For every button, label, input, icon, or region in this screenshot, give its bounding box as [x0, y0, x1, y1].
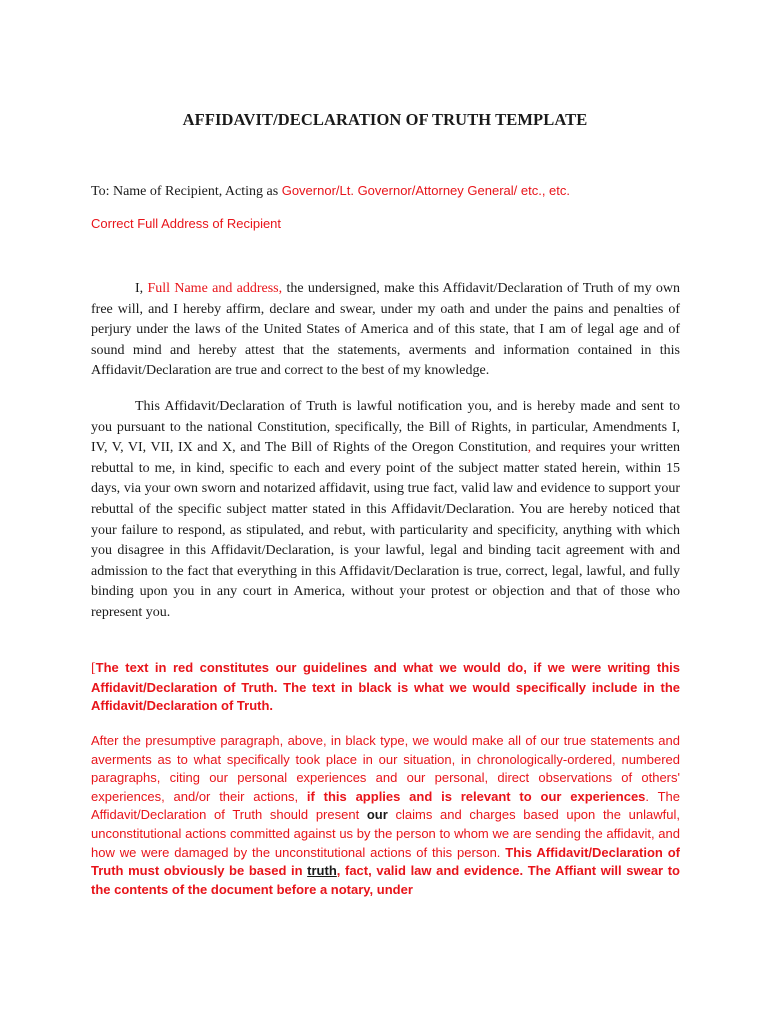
paragraph-affirmation	[91, 279, 680, 382]
recipient-prefix: To: Name of Recipient, Acting as	[91, 184, 282, 199]
g2-s5: , fact, valid law and evidence. The Affiant will swear to the contents of the document before a notary, under	[91, 863, 680, 897]
g2-s1-bold: if this applies and is relevant to our experiences	[306, 788, 646, 804]
recipient-address: Correct Full Address of Recipient	[91, 216, 282, 231]
guideline-text: The text in red constitutes our guidelines and what we would do, if we were writing this Affidavit/Declaration of Truth. The text in black is what we would specifically include in the Affidavit/Declaration of Truth.	[91, 660, 680, 713]
p1-name-placeholder: Full Name and address,	[147, 281, 283, 296]
p2-rest: and requires your written rebuttal to me, in kind, specific to each and every point of the subject matter stated herein, within 15 days, via your own sworn and notarized affidavit, using true fact, valid law and evidence to support your rebuttal of the specific subject matter stated in this Affidavit/Declaration. You are hereby noticed that your failure to respond, as stipulated, and rebut, with particularity and specificity, anything with which you disagree in this Affidavit/Declaration, is your lawful, legal and binding tacit agreement with and admission to the fact that everything in this Affidavit/Declaration is true, correct, legal, lawful, and fully binding upon you in any court in America, without your protest or objection and that of those who represent you.	[91, 440, 681, 620]
p1-rest: the undersigned, make this Affidavit/Declaration of Truth of my own free will, and I hereby affirm, declare and swear, under my oath and under the pains and penalties of perjury under the laws of the United States of America and of this state, that I am of legal age and of sound mind and hereby attest that the statements, averments and information contained in this Affidavit/Declaration are true and correct to the best of my knowledge.	[91, 281, 680, 379]
p1-start: I,	[135, 281, 148, 296]
paragraph-notification	[91, 397, 680, 624]
recipient-role: Governor/Lt. Governor/Attorney General/ etc., etc.	[281, 183, 571, 198]
g2-s2: . The Affidavit/Declaration of Truth should present	[91, 788, 681, 823]
g2-s3: claims and charges based upon the unlawful, unconstitutional actions committed against us by the person to whom we are sending the affidavit, and how we were damaged by the unconstitutional actions of this person.	[91, 807, 680, 860]
g2-s1: After the presumptive paragraph, above, in black type, we would make all of our true statements and averments as to what specifically took place in our situation, in chronologically-ordered, numbered paragraphs, citing our personal experiences and our personal, direct observations of others' experiences, and/or their actions,	[91, 733, 680, 804]
g2-s4: This Affidavit/Declaration of Truth must obviously be based in	[91, 844, 680, 879]
p2-start: This Affidavit/Declaration of Truth is lawful notification you, and is hereby made and sent to you pursuant to the national Constitution, specifically, the Bill of Rights, in particular, Amendments I, IV, V, VI, VII, IX and X, and The Bill of Rights of the Oregon Constitution	[91, 399, 680, 456]
guideline-note	[91, 659, 680, 716]
g2-truth: truth	[307, 863, 337, 879]
p2-red-comma: ,	[527, 440, 532, 456]
recipient-line	[91, 183, 570, 200]
g2-our: our	[366, 807, 388, 823]
guideline-bracket: [	[91, 661, 96, 676]
guideline-instructions	[91, 732, 680, 899]
document-title: AFFIDAVIT/DECLARATION OF TRUTH TEMPLATE	[182, 110, 588, 129]
